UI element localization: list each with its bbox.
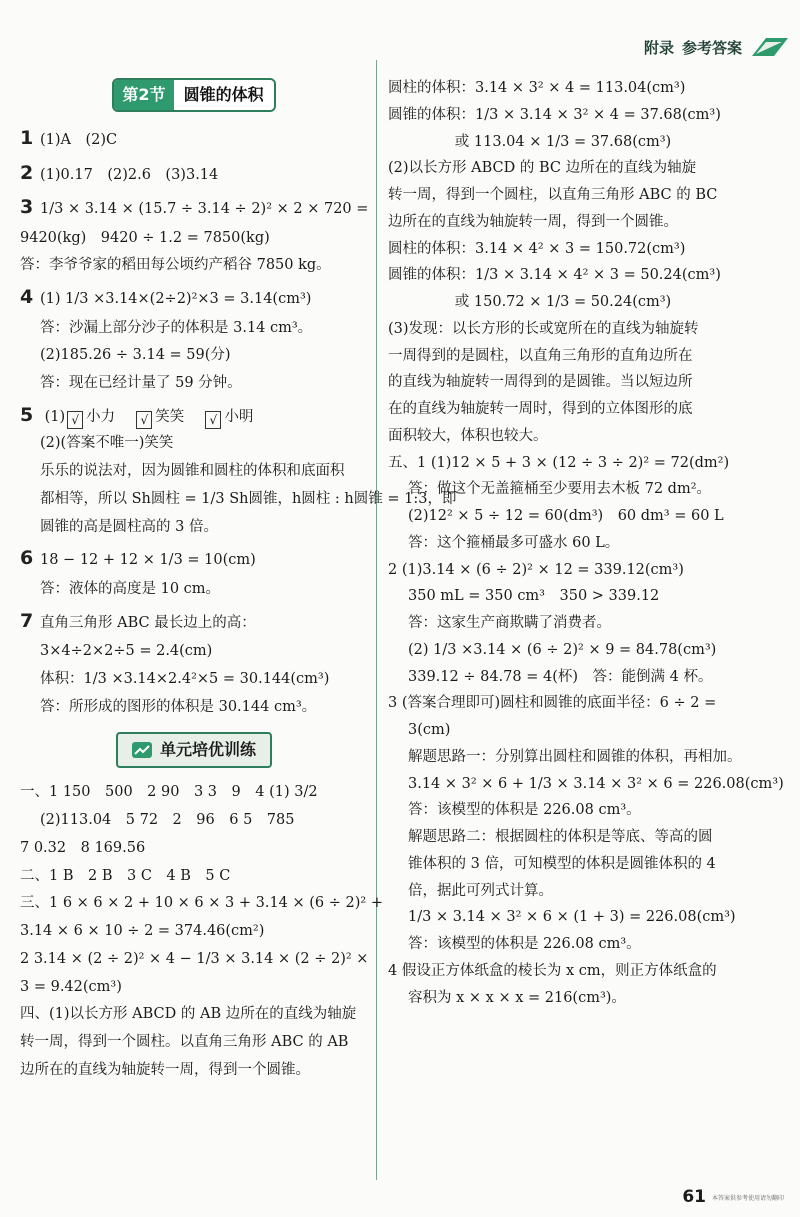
answer-line <box>388 158 738 180</box>
unit-banner <box>20 732 368 768</box>
answer-text: 圆锥的体积：1/3 × 3.14 × 4² × 3 = 50.24(cm³) <box>388 267 721 284</box>
answer-text: 圆锥的高是圆柱高的 3 倍。 <box>40 518 218 535</box>
answer-line <box>388 907 738 929</box>
answer-text: 答：这家生产商欺瞒了消费者。 <box>408 615 611 631</box>
answer-line <box>20 893 383 915</box>
answer-text: 转一周，得到一个圆柱。以直角三角形 ABC 的 AB <box>20 1034 349 1050</box>
answer-text: 圆柱的体积：3.14 × 4² × 3 = 150.72(cm³) <box>388 240 686 257</box>
pencil-ruler-icon <box>750 36 790 58</box>
answer-line <box>20 1032 368 1054</box>
answer-line <box>20 193 368 222</box>
answer-text: 解题思路一：分别算出圆柱和圆锥的体积，再相加。 <box>408 748 742 765</box>
answer-line <box>388 292 738 314</box>
answer-line <box>20 544 368 573</box>
checkbox-checked: √ <box>205 411 221 429</box>
question-number: 7 <box>20 609 34 632</box>
page-number: 61 <box>682 1187 706 1207</box>
answer-text: (2)以长方形 ABCD 的 BC 边所在的直线为轴旋 <box>388 160 697 177</box>
answer-text: (1) 1/3 ×3.14×(2÷2)²×3 = 3.14(cm³) <box>40 291 312 307</box>
answer-text: 1/3 × 3.14 × (15.7 ÷ 3.14 ÷ 2)² × 2 × 720 = <box>40 201 369 217</box>
answer-text: 边所在的直线为轴旋转一周，得到一个圆锥。 <box>20 1061 310 1078</box>
chart-trend-icon <box>132 742 152 758</box>
question-number: 4 <box>20 286 34 308</box>
header-answers: 参考答案 <box>681 38 742 57</box>
answer-line <box>388 988 738 1010</box>
answer-text: 3 (答案合理即可)圆柱和圆锥的底面半径：6 ÷ 2 = <box>388 695 717 712</box>
answer-line <box>388 319 738 341</box>
right-answers <box>388 78 784 1009</box>
answer-text: 二、1 B 2 B 3 C 4 B 5 C <box>20 867 231 884</box>
answer-line <box>388 934 738 956</box>
answer-line <box>20 373 368 395</box>
answer-text: 转一周，得到一个圆柱，以直角三角形 ABC 的 BC <box>388 187 718 203</box>
answer-text: 或 150.72 × 1/3 = 50.24(cm³) <box>454 294 672 310</box>
answer-line <box>20 1060 368 1082</box>
answer-line <box>388 827 738 849</box>
answer-text: 350 mL = 350 cm³ 350 > 339.12 <box>408 588 660 605</box>
answer-line <box>20 921 368 943</box>
answer-line <box>20 1004 368 1026</box>
answer-line <box>388 212 738 234</box>
answer-line <box>20 838 368 860</box>
answer-line <box>388 239 738 261</box>
answer-text: 或 113.04 × 1/3 = 37.68(cm³) <box>454 133 672 150</box>
answer-text: 2 3.14 × (2 ÷ 2)² × 4 − 1/3 × 3.14 × (2 ÷ 2)² × <box>20 950 369 967</box>
answer-text: 答：做这个无盖箍桶至少要用去木板 72 dm²。 <box>408 481 712 498</box>
footer-note: 本答案供参考使用请勿翻印 <box>711 1194 784 1202</box>
answer-line <box>20 810 368 832</box>
answer-line <box>20 641 368 663</box>
answer-line <box>388 881 738 903</box>
answer-text: 倍，据此可列式计算。 <box>408 882 553 899</box>
q5-prefix: (1) <box>44 408 66 425</box>
answer-line <box>20 228 368 250</box>
answer-line <box>388 346 738 368</box>
section-tag: 第2节 <box>114 80 173 110</box>
page-footer <box>682 1187 784 1207</box>
answer-text: 答：李爷爷家的稻田每公顷约产稻谷 7850 kg。 <box>20 257 331 274</box>
answer-text: 答：所形成的图形的体积是 30.144 cm³。 <box>40 698 317 715</box>
section-title-text: 圆锥的体积 <box>174 80 274 110</box>
answer-line <box>388 640 738 662</box>
answer-text: 五、1 (1)12 × 5 + 3 × (12 ÷ 3 ÷ 2)² = 72(dm²) <box>388 454 730 471</box>
answer-text: (1)A (2)C <box>40 132 118 148</box>
answer-text: 圆柱的体积：3.14 × 3² × 4 = 113.04(cm³) <box>388 80 686 96</box>
answer-line <box>20 977 368 999</box>
answer-line <box>20 489 457 511</box>
column-divider <box>376 60 377 1180</box>
answer-text: 面积较大，体积也较大。 <box>388 427 548 444</box>
answer-text: 9420(kg) 9420 ÷ 1.2 = 7850(kg) <box>20 229 270 246</box>
answer-text: 3×4÷2×2÷5 = 2.4(cm) <box>40 643 213 659</box>
checkbox-checked: √ <box>67 411 83 429</box>
answer-text: (2)12² × 5 ÷ 12 = 60(dm³) 60 dm³ = 60 L <box>408 508 724 524</box>
answer-line <box>388 506 738 528</box>
answer-line <box>20 461 368 483</box>
answer-text: (2) 1/3 ×3.14 × (6 ÷ 2)² × 9 = 84.78(cm³) <box>408 641 717 658</box>
answer-text: 1/3 × 3.14 × 3² × 6 × (1 + 3) = 226.08(cm³) <box>408 909 736 926</box>
answer-text: 乐乐的说法对，因为圆锥和圆柱的体积和底面积 <box>40 463 345 479</box>
answer-line <box>20 159 368 188</box>
answer-line <box>388 693 738 715</box>
answer-line <box>388 720 738 742</box>
answer-text: 答：沙漏上部分沙子的体积是 3.14 cm³。 <box>40 319 313 336</box>
left-answers-b <box>20 433 457 718</box>
answer-text: 容积为 x × x × x = 216(cm³)。 <box>408 989 626 1006</box>
question-number: 1 <box>20 127 34 149</box>
answer-text: (2)113.04 5 72 2 96 6 5 785 <box>40 812 295 828</box>
answer-line <box>388 105 738 127</box>
answer-text: 都相等，所以 Sh圆柱 = 1/3 Sh圆锥，h圆柱 : h圆锥 = 1:3，即 <box>40 490 457 507</box>
answer-text: 答：该模型的体积是 226.08 cm³。 <box>408 936 641 952</box>
answer-text: 答：液体的高度是 10 cm。 <box>40 580 221 597</box>
answer-line <box>388 132 738 154</box>
answer-line <box>20 697 368 719</box>
answer-line <box>20 318 368 340</box>
answer-line <box>388 426 738 448</box>
q5-choice-3: 小明 <box>224 408 254 425</box>
page-header <box>644 36 790 58</box>
answer-text: 体积：1/3 ×3.14×2.4²×5 = 30.144(cm³) <box>40 670 330 687</box>
question-number: 3 <box>20 196 34 218</box>
answer-text: (1)0.17 (2)2.6 (3)3.14 <box>40 166 219 183</box>
right-column <box>388 78 784 1014</box>
answer-line <box>388 78 738 100</box>
answer-line <box>388 961 738 983</box>
checkbox-checked: √ <box>136 411 152 429</box>
answer-text: 锥体积的 3 倍，可知模型的体积是圆锥体积的 4 <box>408 855 716 872</box>
answer-text: 答：这个箍桶最多可盛水 60 L。 <box>408 534 620 551</box>
answer-text: 一、1 150 500 2 90 3 3 9 4 (1) 3/2 <box>20 784 318 801</box>
section-title <box>20 78 368 112</box>
answer-line <box>20 517 368 539</box>
answer-line <box>388 372 738 394</box>
answer-text: 答：该模型的体积是 226.08 cm³。 <box>408 802 641 819</box>
answer-text: (3)发现：以长方形的长或宽所在的直线为轴旋转 <box>388 320 699 337</box>
answer-text: (2)(答案不唯一)笑笑 <box>40 435 174 452</box>
answer-line <box>388 774 784 796</box>
answer-line <box>20 283 368 312</box>
answer-line <box>20 124 368 153</box>
q5-answer <box>20 401 368 430</box>
answer-line <box>20 433 368 455</box>
answer-text: 一周得到的是圆柱，以直角三角形的直角边所在 <box>388 347 693 364</box>
answer-text: 3 = 9.42(cm³) <box>20 978 122 995</box>
answer-line <box>388 586 738 608</box>
answer-text: 2 (1)3.14 × (6 ÷ 2)² × 12 = 339.12(cm³) <box>388 561 684 578</box>
answer-text: 解题思路二：根据圆柱的体积是等底、等高的圆 <box>408 829 713 845</box>
answer-line <box>388 453 738 475</box>
unit-banner-text: 单元培优训练 <box>159 740 256 760</box>
answer-line <box>20 782 368 804</box>
answer-line <box>388 185 738 207</box>
answer-text: 的直线为轴旋转一周得到的是圆锥。当以短边所 <box>388 374 693 391</box>
answer-text: 3.14 × 6 × 10 ÷ 2 = 374.46(cm²) <box>20 923 265 939</box>
answer-text: 18 − 12 + 12 × 1/3 = 10(cm) <box>40 552 256 569</box>
answer-text: 在的直线为轴旋转一周时，得到的立体图形的底 <box>388 401 693 417</box>
answer-text: 边所在的直线为轴旋转一周，得到一个圆锥。 <box>388 213 678 230</box>
answer-line <box>388 265 738 287</box>
answer-line <box>20 949 368 971</box>
left-answers-a <box>20 124 368 395</box>
answer-line <box>20 255 368 277</box>
header-appendix: 附录 <box>643 38 674 57</box>
answer-text: 339.12 ÷ 84.78 = 4(杯) 答：能倒满 4 杯。 <box>408 668 713 685</box>
answer-text: 7 0.32 8 169.56 <box>20 839 146 856</box>
answer-line <box>388 800 738 822</box>
answer-text: (2)185.26 ÷ 3.14 = 59(分) <box>40 347 231 364</box>
question-number: 6 <box>20 547 34 570</box>
answer-text: 4 假设正方体纸盒的棱长为 x cm，则正方体纸盒的 <box>388 962 717 979</box>
answer-line <box>388 747 742 769</box>
answer-text: 3.14 × 3² × 6 + 1/3 × 3.14 × 3² × 6 = 226.08(cm³) <box>408 775 784 792</box>
answer-line <box>20 579 368 601</box>
answer-line <box>388 479 738 501</box>
answer-line <box>20 669 368 691</box>
answer-text: 3(cm) <box>408 722 451 738</box>
answer-line <box>388 533 738 555</box>
question-number: 2 <box>20 161 34 184</box>
answer-line <box>20 345 368 367</box>
answer-text: 四、(1)以长方形 ABCD 的 AB 边所在的直线为轴旋 <box>20 1006 357 1023</box>
answer-text: 三、1 6 × 6 × 2 + 10 × 6 × 3 + 3.14 × (6 ÷ 2)² + <box>20 895 383 912</box>
q5-choice-1: 小力 <box>86 408 116 425</box>
answer-line <box>20 866 368 888</box>
q5-choice-2: 笑笑 <box>155 408 185 425</box>
answer-text: 圆锥的体积：1/3 × 3.14 × 3² × 4 = 37.68(cm³) <box>388 106 721 123</box>
answer-line <box>388 854 738 876</box>
answer-text: 直角三角形 ABC 最长边上的高： <box>40 614 256 631</box>
answer-line <box>388 613 738 635</box>
unit-answers <box>20 782 383 1081</box>
answer-line <box>388 399 738 421</box>
answer-line <box>388 560 738 582</box>
answer-line <box>388 667 738 689</box>
question-number: 5 <box>20 403 34 426</box>
answer-text: 答：现在已经计量了 59 分钟。 <box>40 375 242 391</box>
answer-line <box>20 607 368 636</box>
